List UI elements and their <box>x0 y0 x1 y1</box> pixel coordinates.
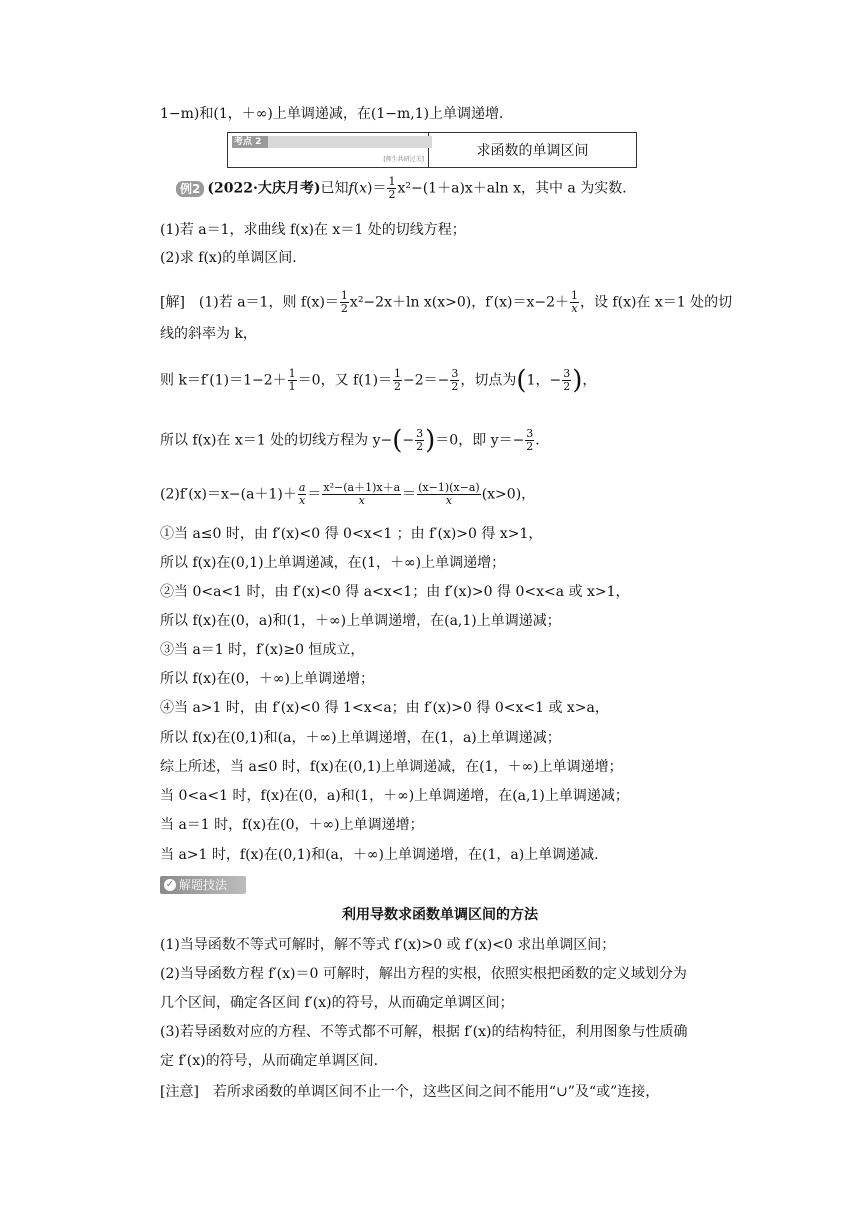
technique-item: 几个区间，确定各区间 f′(x)的符号，从而确定单调区间； <box>160 995 514 1011</box>
fraction-half: $\frac{1}{2}$ <box>388 175 396 201</box>
intro-line: 1−m)和(1，＋∞)上单调递减，在(1−m,1)上单调递增． <box>160 106 514 122</box>
solution-line-1: [解] (1)若 a＝1，则 f(x)＝ $\frac{1}{2}$ x²−2x＋ln x(x>0)，f′(x)＝x−2＋ $\frac{1}{x}$ ，设 f(x)在 x＝1 处的切 <box>160 289 733 315</box>
case-line: ③当 a＝1 时，f′(x)≥0 恒成立， <box>160 642 365 658</box>
technique-item: (2)当导函数方程 f′(x)＝0 可解时，解出方程的实根，依照实根把函数的定义域划分为 <box>160 966 687 982</box>
question-2: (2)求 f(x)的单调区间． <box>160 250 307 266</box>
summary-line: 当 a>1 时，f(x)在(0,1)和(a，＋∞)上单调递增，在(1，a)上单调递减． <box>160 847 609 863</box>
topic-title: 求函数的单调区间 <box>476 143 589 159</box>
technique-badge: ✓ 解题技法 <box>160 876 246 894</box>
example-stem-a: 已知 <box>320 180 349 197</box>
case-line: 所以 f(x)在(0，a)和(1，＋∞)上单调递增，在(a,1)上单调递减； <box>160 613 561 629</box>
topic-banner <box>227 132 637 168</box>
technique-item: (1)当导函数不等式可解时，解不等式 f′(x)>0 或 f′(x)<0 求出单调区间； <box>160 937 616 953</box>
solution-line-4: 所以 f(x)在 x＝1 处的切线方程为 y−(− $\frac{3}{2}$ )＝0，即 y＝− $\frac{3}{2}$ ． <box>160 425 550 456</box>
solution-line-3: 则 k＝f′(1)＝1−2＋ $\frac{1}{1}$ ＝0，又 f(1)＝ $\frac{1}{2}$ −2＝− $\frac{3}{2}$ ，切点为(1，− $\frac{3}{2}$ )， <box>160 365 597 396</box>
question-1: (1)若 a＝1，求曲线 f(x)在 x＝1 处的切线方程； <box>160 222 466 238</box>
topic-tag-bar <box>232 136 432 148</box>
summary-line: 当 0<a<1 时，f(x)在(0，a)和(1，＋∞)上单调递增，在(a,1)上单调递减； <box>160 788 629 804</box>
case-line: ②当 0<a<1 时，由 f′(x)<0 得 a<x<1；由 f′(x)>0 得 0<x<a 或 x>1， <box>160 584 630 600</box>
solution-line-2: 线的斜率为 k， <box>160 326 257 342</box>
case-line: 所以 f(x)在(0,1)上单调递减，在(1，＋∞)上单调递增； <box>160 555 506 571</box>
summary-line: 综上所述，当 a≤0 时，f(x)在(0,1)上单调递减，在(1，＋∞)上单调递增； <box>160 759 623 775</box>
topic-subtitle: [师生共研过关] <box>383 156 424 163</box>
example-stem: 例2 (2022·大庆月考)已知f(x)＝ $\frac{1}{2}$ x²−(1＋a)x＋aln x，其中 a 为实数． <box>176 176 736 201</box>
solution-line-5: (2)f′(x)＝x−(a＋1)＋ $\frac{a}{x}$ ＝ $\frac{\text{x²−(a＋1)x＋a}}{x}$ ＝ $\frac{(x-1)(x-a)}{x}$ (x>0)， <box>160 481 536 507</box>
case-line: 所以 f(x)在(0，＋∞)上单调递增； <box>160 671 374 687</box>
example-badge: 例2 <box>176 181 204 197</box>
example-source: (2022·大庆月考) <box>207 180 321 197</box>
technique-title: 利用导数求函数单调区间的方法 <box>342 907 538 923</box>
example-stem-b: x²−(1＋a)x＋aln x，其中 a 为实数． <box>397 180 637 197</box>
case-line: ①当 a≤0 时，由 f′(x)<0 得 0<x<1 ；由 f′(x)>0 得 x>1， <box>160 526 543 542</box>
summary-line: 当 a＝1 时，f(x)在(0，＋∞)上单调递增； <box>160 817 424 833</box>
note-line: [注意] 若所求函数的单调区间不止一个，这些区间之间不能用“∪”及“或”连接， <box>160 1084 660 1100</box>
technique-item: (3)若导函数对应的方程、不等式都不可解，根据 f′(x)的结构特征，利用图象与性质确 <box>160 1024 688 1040</box>
technique-item: 定 f′(x)的符号，从而确定单调区间． <box>160 1053 388 1069</box>
topic-tag-cell <box>228 133 429 167</box>
case-line: ④当 a>1 时，由 f′(x)<0 得 1<x<a；由 f′(x)>0 得 0<x<1 或 x>a， <box>160 700 609 716</box>
case-line: 所以 f(x)在(0,1)和(a，＋∞)上单调递增，在(1，a)上单调递减； <box>160 730 561 746</box>
topic-tag: 考点 2 <box>234 137 262 147</box>
check-icon: ✓ <box>165 879 175 890</box>
